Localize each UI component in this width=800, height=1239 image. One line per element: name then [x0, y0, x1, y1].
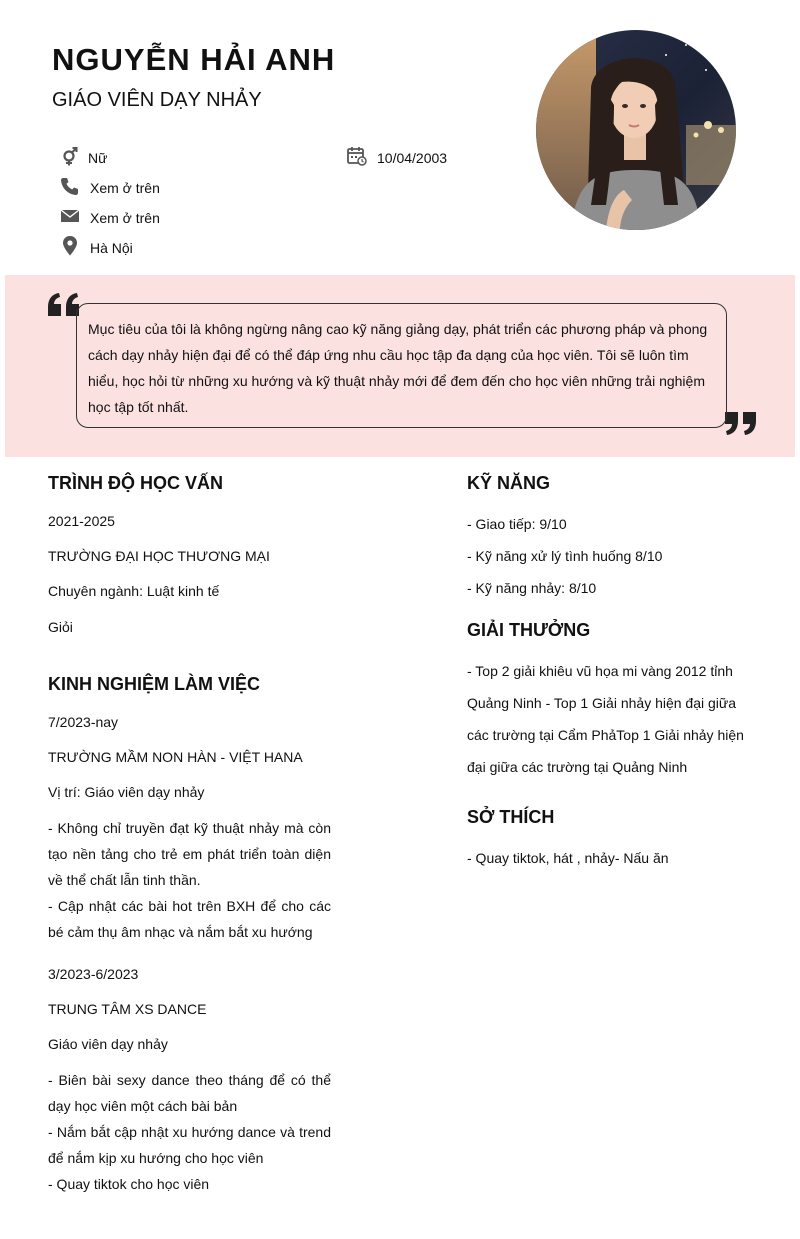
phone-icon — [60, 176, 80, 196]
calendar-icon — [347, 146, 367, 166]
gender-value: Nữ — [88, 150, 108, 166]
education-major: Chuyên ngành: Luật kinh tế — [48, 583, 220, 599]
education-heading: TRÌNH ĐỘ HỌC VẤN — [48, 473, 223, 493]
phone-value: Xem ở trên — [90, 180, 160, 196]
gender-row — [60, 146, 107, 166]
job-detail: - Nắm bắt cập nhật xu hướng dance và trend để nắm kịp xu hướng cho học viên — [48, 1124, 331, 1166]
location-value: Hà Nội — [90, 240, 133, 256]
location-pin-icon — [60, 236, 80, 256]
skills-heading: KỸ NĂNG — [467, 473, 551, 493]
profile-photo — [536, 30, 736, 230]
education-period: 2021-2025 — [48, 513, 115, 529]
job-company: TRUNG TÂM XS DANCE — [48, 1001, 207, 1017]
quote-close-icon — [722, 410, 758, 436]
experience-heading: KINH NGHIỆM LÀM VIỆC — [48, 674, 261, 694]
gender-icon — [60, 146, 80, 166]
location-row — [60, 236, 133, 256]
job-company: TRƯỜNG MẦM NON HÀN - VIỆT HANA — [48, 749, 303, 765]
hobbies-heading: SỞ THÍCH — [467, 807, 555, 827]
job-detail: - Không chỉ truyền đạt kỹ thuật nhảy mà còn tạo nền tảng cho trẻ em phát triển toàn diện về thể chất lẫn tinh thần. — [48, 820, 331, 888]
skill-item: - Kỹ năng xử lý tình huống 8/10 — [467, 548, 663, 564]
education-school: TRƯỜNG ĐẠI HỌC THƯƠNG MẠI — [48, 548, 270, 564]
education-grade: Giỏi — [48, 619, 73, 635]
candidate-name: NGUYỄN HẢI ANH — [52, 42, 336, 77]
job-position: Giáo viên dạy nhảy — [48, 1036, 168, 1052]
awards-text: - Top 2 giải khiêu vũ họa mi vàng 2012 tỉnh Quảng Ninh - Top 1 Giải nhảy hiện đại giữa các trường tại Cẩm PhảTop 1 Giải nhảy hiện đại giữa các trường tại Quảng Ninh — [467, 663, 744, 775]
job-title: GIÁO VIÊN DẠY NHẢY — [52, 89, 262, 111]
dob-row — [347, 146, 447, 166]
mail-icon — [60, 206, 80, 226]
job-period: 3/2023-6/2023 — [48, 966, 139, 982]
phone-row — [60, 176, 160, 196]
skill-item: - Giao tiếp: 9/10 — [467, 516, 567, 532]
awards-heading: GIẢI THƯỞNG — [467, 620, 591, 640]
email-row — [60, 206, 160, 226]
job-period: 7/2023-nay — [48, 714, 119, 730]
dob-value: 10/04/2003 — [377, 150, 448, 166]
job-position: Vị trí: Giáo viên dạy nhảy — [48, 784, 205, 800]
email-value: Xem ở trên — [90, 210, 160, 226]
job-detail: - Quay tiktok cho học viên — [48, 1176, 210, 1192]
job-detail: - Biên bài sexy dance theo tháng để có thể dạy học viên một cách bài bản — [48, 1072, 331, 1114]
hobbies-text: - Quay tiktok, hát , nhảy- Nấu ăn — [467, 850, 669, 866]
job-detail: - Cập nhật các bài hot trên BXH để cho các bé cảm thụ âm nhạc và nắm bắt xu hướng — [48, 898, 331, 940]
objective-text: Mục tiêu của tôi là không ngừng nâng cao kỹ năng giảng dạy, phát triển các phương pháp và phong cách dạy nhảy hiện đại để có thể đáp ứng nhu cầu học tập đa dạng của học viên. Tôi sẽ luôn tìm hiểu, học hỏi từ những xu hướng và kỹ thuật nhảy mới để đem đến cho học viên những trải nghiệm học tập tốt nhất. — [76, 303, 727, 428]
skill-item: - Kỹ năng nhảy: 8/10 — [467, 580, 597, 596]
